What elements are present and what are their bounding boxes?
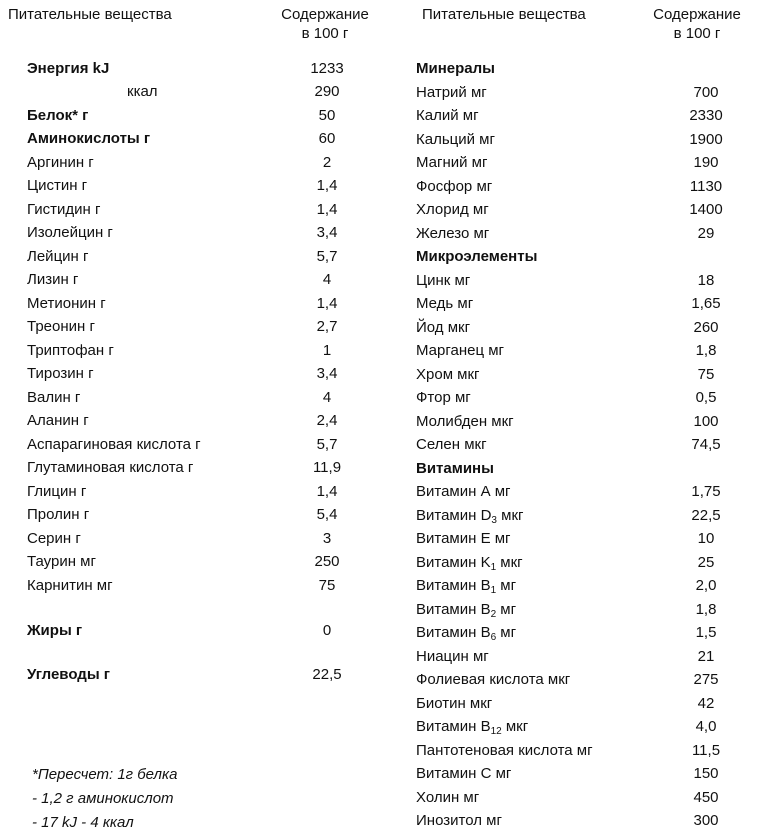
right-nutrient-value: 275: [693, 671, 719, 688]
nutrient-name: Витамин D: [416, 506, 492, 524]
right-content-header-line2: в 100 г: [673, 25, 721, 42]
right-nutrient-label: [416, 576, 516, 596]
nutrient-unit: мкг: [501, 718, 529, 735]
left-nutrient-value: 4: [322, 271, 332, 288]
nutrient-name: Минералы: [416, 60, 495, 77]
left-nutrient-label: [27, 388, 80, 408]
right-nutrient-label: [416, 506, 523, 526]
nutrient-name: ккал: [127, 83, 158, 100]
nutrient-subscript: 1: [490, 561, 497, 573]
nutrient-unit: мг: [496, 624, 517, 641]
left-nutrient-label: [27, 576, 113, 596]
nutrient-name: Метионин г: [27, 294, 106, 312]
nutrient-name: Молибден мкг: [416, 412, 514, 430]
left-nutrient-label: [27, 529, 81, 549]
nutrient-unit: мг: [496, 577, 517, 594]
nutrient-name: Энергия kJ: [27, 60, 110, 77]
left-nutrient-value: 2,4: [316, 412, 338, 429]
right-nutrient-value: 260: [693, 318, 719, 336]
nutrient-name: Фтор мг: [416, 389, 471, 406]
nutrient-name: Цинк мг: [416, 271, 471, 289]
left-nutrient-value: 3,4: [316, 365, 338, 382]
nutrient-unit: мг: [496, 600, 517, 618]
left-content-header: [270, 5, 380, 43]
right-nutrient-label: [416, 271, 470, 291]
nutrient-name: Аминокислоты г: [27, 130, 151, 147]
right-nutrient-value: 29: [697, 224, 715, 242]
nutrient-name: Витамины: [416, 459, 494, 477]
left-nutrient-value: 1,4: [316, 177, 338, 194]
right-nutrient-value: 1,5: [695, 624, 717, 641]
left-nutrient-value: 1,4: [316, 200, 338, 218]
left-nutrient-value: 290: [314, 83, 340, 100]
right-nutrient-value: 4,0: [695, 718, 717, 735]
nutrient-name: Аспарагиновая кислота г: [27, 435, 201, 453]
right-nutrient-value: 190: [693, 154, 719, 171]
right-nutrient-label: [416, 764, 511, 784]
nutrient-name: Витамин K: [416, 553, 491, 571]
nutrient-subscript: 6: [490, 632, 497, 643]
nutrient-name: Витамин B: [416, 718, 491, 735]
nutrient-name: Кальций мг: [416, 130, 495, 148]
right-nutrient-label: [416, 811, 502, 831]
left-nutrient-value: 1: [322, 341, 332, 359]
nutrient-name: Селен мкг: [416, 436, 487, 453]
nutrient-name: Витамин С мг: [416, 765, 512, 782]
nutrient-name: Витамин B: [416, 624, 491, 641]
right-nutrient-value: 42: [697, 694, 715, 712]
nutrient-name: Триптофан г: [27, 341, 114, 359]
nutrient-name: Микроэлементы: [416, 248, 538, 265]
right-nutrient-label: [416, 529, 511, 549]
right-nutrient-label: [416, 247, 537, 267]
right-nutrient-value: 1,8: [695, 600, 717, 618]
footnote-line: - 1,2 г аминокислот: [32, 790, 174, 807]
left-nutrient-label: [27, 106, 88, 126]
right-name-header: Питательные вещества: [422, 6, 586, 23]
right-nutrient-label: [416, 459, 494, 479]
left-nutrient-value: 1,4: [316, 294, 338, 312]
right-nutrient-label: [416, 341, 504, 361]
left-name-header: Питательные вещества: [8, 6, 172, 23]
left-nutrient-label: [27, 665, 110, 685]
nutrient-subscript: 1: [490, 585, 497, 596]
right-nutrient-label: [416, 294, 473, 314]
left-nutrient-label: [27, 482, 86, 502]
left-nutrient-label: [27, 411, 89, 431]
right-nutrient-label: [416, 153, 487, 173]
right-nutrient-value: 10: [697, 530, 715, 547]
nutrient-name: Ниацин мг: [416, 647, 489, 665]
right-nutrient-value: 100: [693, 412, 719, 430]
right-nutrient-label: [416, 318, 470, 338]
left-nutrient-label: [27, 176, 87, 196]
left-nutrient-value: 50: [318, 106, 336, 124]
right-nutrient-value: 1900: [689, 130, 723, 148]
right-nutrient-value: 0,5: [695, 389, 717, 406]
right-nutrient-value: 1,65: [691, 295, 721, 312]
left-nutrient-label: [27, 270, 78, 290]
nutrient-name: Валин г: [27, 388, 81, 406]
left-nutrient-value: 2: [322, 153, 332, 171]
right-nutrient-value: 1400: [689, 201, 723, 218]
nutrient-name: Магний мг: [416, 154, 488, 171]
left-nutrient-label: [27, 294, 106, 314]
left-nutrient-value: 1,4: [316, 482, 338, 500]
nutrient-name: Йод мкг: [416, 318, 471, 336]
right-nutrient-label: [416, 670, 570, 690]
nutrient-unit: мкг: [496, 506, 524, 524]
right-nutrient-value: 300: [693, 812, 719, 829]
nutrient-name: Марганец мг: [416, 342, 505, 359]
left-content-header-line1: Содержание: [281, 6, 369, 23]
nutrient-name: Фосфор мг: [416, 177, 493, 195]
left-nutrient-value: 1233: [310, 60, 344, 77]
left-nutrient-label: [27, 200, 100, 220]
right-nutrient-label: [416, 741, 593, 761]
nutrient-name: Калий мг: [416, 107, 479, 124]
right-nutrient-value: 150: [693, 765, 719, 782]
nutrient-name: Хром мкг: [416, 365, 480, 383]
nutrient-name: Аланин г: [27, 412, 89, 429]
nutrient-name: Гистидин г: [27, 200, 101, 218]
right-nutrient-label: [416, 694, 492, 714]
right-nutrient-value: 2330: [689, 107, 723, 124]
right-content-header-line1: Содержание: [653, 6, 741, 23]
nutrient-name: Лейцин г: [27, 247, 89, 265]
nutrient-name: Витамин B: [416, 600, 491, 618]
left-nutrient-label: [27, 458, 193, 478]
right-nutrient-label: [416, 106, 479, 126]
left-nutrient-label: [27, 552, 96, 572]
left-nutrient-label: [127, 82, 158, 102]
nutrient-name: Аргинин г: [27, 153, 94, 171]
nutrient-name: Лизин г: [27, 271, 79, 288]
right-nutrient-label: [416, 412, 514, 432]
left-nutrient-value: 5,7: [316, 247, 338, 265]
right-nutrient-value: 1130: [689, 177, 723, 195]
right-nutrient-value: 18: [697, 271, 715, 289]
left-nutrient-value: 5,4: [316, 506, 338, 523]
right-nutrient-label: [416, 365, 480, 385]
left-nutrient-label: [27, 364, 94, 384]
left-nutrient-label: [27, 505, 89, 525]
right-nutrient-label: [416, 600, 516, 620]
left-nutrient-label: [27, 435, 201, 455]
nutrient-name: Биотин мкг: [416, 694, 493, 712]
right-nutrient-value: 25: [697, 553, 715, 571]
nutrient-name: Таурин мг: [27, 553, 96, 570]
nutrient-name: Белок* г: [27, 106, 89, 124]
right-nutrient-label: [416, 435, 487, 455]
right-nutrient-value: 22,5: [691, 506, 721, 524]
right-nutrient-value: 11,5: [691, 741, 721, 759]
left-content-header-line2: в 100 г: [301, 25, 349, 42]
right-nutrient-value: 700: [693, 83, 719, 101]
nutrient-name: Серин г: [27, 529, 81, 547]
nutrient-subscript: 3: [491, 514, 497, 526]
right-nutrient-label: [416, 83, 487, 103]
nutrient-name: Пролин г: [27, 506, 90, 523]
left-nutrient-value: 5,7: [316, 435, 338, 453]
right-nutrient-value: 1,8: [695, 342, 717, 359]
right-content-header: [642, 5, 752, 43]
nutrient-name: Глицин г: [27, 482, 87, 500]
right-nutrient-label: [416, 623, 516, 643]
nutrient-subscript: 2: [490, 608, 497, 620]
left-nutrient-label: [27, 247, 88, 267]
right-nutrient-value: 1,75: [691, 483, 721, 500]
right-nutrient-label: [416, 388, 471, 408]
right-nutrient-label: [416, 59, 495, 79]
right-nutrient-value: 2,0: [695, 577, 717, 594]
nutrient-name: Карнитин мг: [27, 576, 113, 594]
left-nutrient-label: [27, 59, 109, 79]
nutrient-name: Жиры г: [27, 622, 83, 639]
nutrient-name: Углеводы г: [27, 665, 111, 683]
right-nutrient-value: 74,5: [691, 436, 721, 453]
nutrient-name: Железо мг: [416, 224, 490, 242]
right-nutrient-label: [416, 482, 511, 502]
left-nutrient-value: 250: [314, 553, 340, 570]
left-nutrient-label: [27, 621, 82, 641]
nutrient-name: Натрий мг: [416, 83, 487, 101]
nutrient-name: Витамин Е мг: [416, 530, 511, 547]
left-nutrient-value: 0: [322, 622, 332, 639]
nutrient-name: Пантотеновая кислота мг: [416, 741, 593, 759]
nutrient-name: Фолиевая кислота мкг: [416, 671, 571, 688]
left-nutrient-value: 60: [318, 130, 336, 147]
nutrient-name: Инозитол мг: [416, 812, 502, 829]
nutrient-subscript: 12: [490, 726, 502, 737]
nutrient-name: Хлорид мг: [416, 201, 489, 218]
right-nutrient-label: [416, 717, 528, 737]
left-nutrient-value: 11,9: [312, 459, 342, 476]
nutrient-name: Холин мг: [416, 788, 480, 806]
nutrient-name: Изолейцин г: [27, 224, 113, 241]
nutrient-name: Медь мг: [416, 295, 474, 312]
left-nutrient-label: [27, 129, 150, 149]
footnote-line: - 17 kJ - 4 ккал: [32, 814, 134, 831]
nutrient-name: Глутаминовая кислота г: [27, 459, 194, 476]
footnote-line: *Пересчет: 1г белка: [32, 766, 178, 783]
nutrient-name: Витамин B: [416, 577, 491, 594]
left-nutrient-value: 3,4: [316, 224, 338, 241]
right-nutrient-value: 21: [697, 647, 715, 665]
nutrient-name: Тирозин г: [27, 365, 94, 382]
left-nutrient-value: 2,7: [316, 318, 338, 335]
left-nutrient-label: [27, 223, 113, 243]
right-nutrient-label: [416, 788, 479, 808]
nutrient-unit: мкг: [496, 553, 523, 571]
left-nutrient-label: [27, 341, 114, 361]
right-nutrient-value: 75: [697, 365, 715, 383]
right-nutrient-label: [416, 553, 523, 573]
left-nutrient-label: [27, 153, 94, 173]
nutrient-name: Треонин г: [27, 318, 95, 335]
right-nutrient-label: [416, 647, 489, 667]
right-nutrient-label: [416, 200, 489, 220]
left-nutrient-value: 4: [322, 388, 332, 406]
right-nutrient-value: 450: [693, 788, 719, 806]
left-nutrient-value: 3: [322, 529, 332, 547]
nutrient-name: Витамин А мг: [416, 483, 511, 500]
left-nutrient-value: 22,5: [312, 665, 342, 683]
right-nutrient-label: [416, 130, 495, 150]
right-nutrient-label: [416, 224, 489, 244]
nutrient-name: Цистин г: [27, 177, 88, 194]
left-nutrient-value: 75: [318, 576, 336, 594]
right-nutrient-label: [416, 177, 492, 197]
left-nutrient-label: [27, 317, 95, 337]
